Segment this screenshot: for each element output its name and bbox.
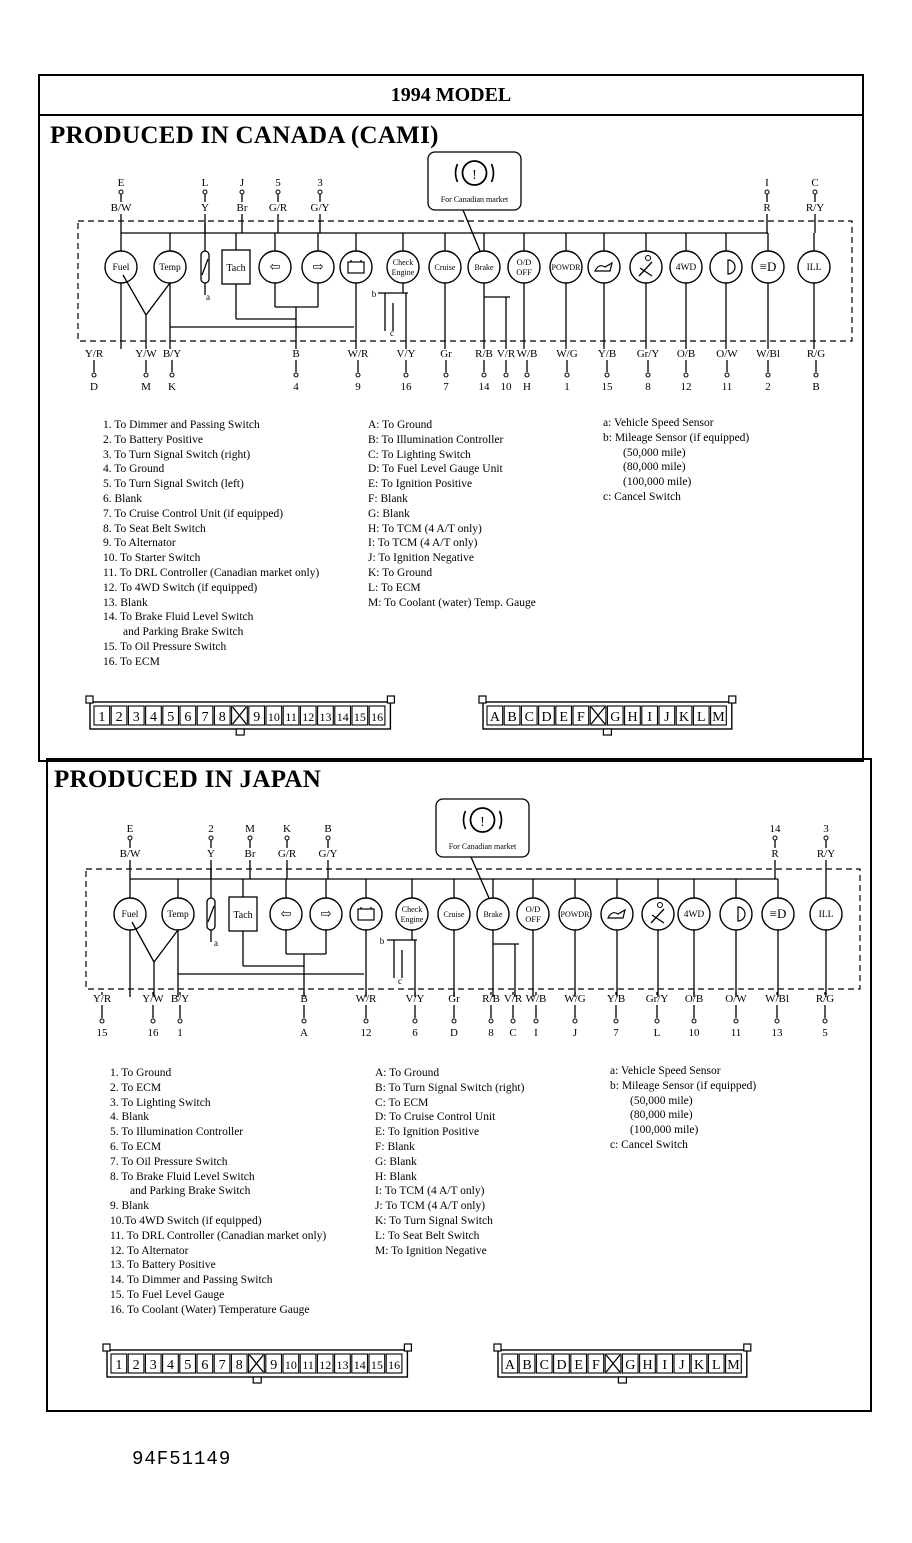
connector-pin: K	[679, 710, 690, 725]
bottom-pin-label: 12	[680, 381, 692, 393]
connector-pin: K	[694, 1358, 705, 1373]
legend-line: and Parking Brake Switch	[130, 1185, 251, 1198]
bottom-pin-label: 10	[688, 1027, 700, 1039]
bottom-pin-label: D	[450, 1027, 458, 1039]
legend-line: 8. To Brake Fluid Level Switch	[110, 1170, 255, 1183]
connector-pin: C	[524, 710, 534, 725]
connector-pin: 13	[319, 710, 332, 724]
legend-line: 5. To Illumination Controller	[110, 1126, 244, 1139]
bottom-wire-color: W/G	[556, 348, 578, 360]
connector-pin: 9	[270, 1358, 278, 1373]
bottom-pin-label: J	[572, 1027, 578, 1039]
legend-line: 12. To Alternator	[110, 1244, 189, 1257]
lettered-connector-latch-left	[494, 1344, 501, 1351]
switch-label-c: c	[390, 328, 394, 338]
bottom-wire-color: R/B	[482, 993, 500, 1005]
legend-line: H: Blank	[375, 1170, 417, 1183]
top-pin-label: E	[117, 177, 125, 189]
legend-line: 5. To Turn Signal Switch (left)	[103, 478, 244, 491]
bottom-pin-label: 7	[613, 1027, 619, 1039]
bottom-pin-label: 8	[488, 1027, 494, 1039]
legend-line: 6. Blank	[103, 492, 142, 505]
bottom-wire-color: O/B	[684, 993, 704, 1005]
gauge-label: O/D	[516, 257, 532, 267]
legend-line: 9. Blank	[110, 1200, 149, 1213]
legend-line: 12. To 4WD Switch (if equipped)	[103, 581, 258, 594]
top-wire-color: R/Y	[816, 848, 836, 860]
bottom-wire-color: Gr	[448, 993, 460, 1005]
legend-line: 7. To Oil Pressure Switch	[110, 1155, 228, 1168]
legend-line: 15. To Fuel Level Gauge	[110, 1288, 225, 1301]
connector-pin: 12	[302, 710, 315, 724]
bottom-pin-label: I	[534, 1027, 538, 1039]
bottom-pin-label: 15	[601, 381, 613, 393]
top-pin-label: 14	[769, 823, 781, 835]
bottom-wire-color: V/R	[496, 348, 516, 360]
legend-line: 11. To DRL Controller (Canadian market only)	[110, 1229, 327, 1242]
bottom-pin-label: 1	[177, 1027, 183, 1039]
legend-line: b: Mileage Sensor (if equipped)	[610, 1079, 757, 1092]
connector-pin: 11	[302, 1358, 314, 1372]
bottom-pin-label: 15	[96, 1027, 108, 1039]
connector-pin: 7	[201, 710, 209, 725]
legend-line: 7. To Cruise Control Unit (if equipped)	[103, 507, 284, 520]
section-title-japan: PRODUCED IN JAPAN	[54, 766, 322, 793]
bottom-wire-color: W/R	[347, 348, 369, 360]
connector-pin: B	[507, 710, 517, 725]
sensor-label-b: b	[379, 936, 385, 946]
connector-pin: E	[559, 710, 568, 725]
top-pin-label: 3	[317, 177, 323, 189]
bottom-pin-label: 11	[721, 381, 733, 393]
gauge-label: ⇨	[320, 906, 332, 921]
legend-line: K: To Turn Signal Switch	[375, 1214, 493, 1227]
legend-line: b: Mileage Sensor (if equipped)	[603, 431, 750, 444]
gauge-label: 4WD	[683, 910, 705, 920]
connector-pin: 1	[98, 710, 106, 725]
legend-line: (80,000 mile)	[623, 461, 686, 474]
connector-pin: 15	[353, 710, 366, 724]
legend-line: 1. To Ground	[110, 1067, 172, 1079]
gauge-label: Cruise	[443, 910, 465, 919]
connector-pin: B	[522, 1358, 532, 1373]
bottom-wire-color: V/R	[503, 993, 523, 1005]
bottom-pin-label: 1	[564, 381, 570, 393]
bottom-pin-label: 2	[765, 381, 771, 393]
gauge-label: Temp	[159, 263, 181, 273]
legend-line: 10.To 4WD Switch (if equipped)	[110, 1214, 262, 1227]
bottom-wire-color: Y/W	[142, 993, 164, 1005]
connector-pin: F	[592, 1358, 600, 1373]
bottom-pin-label: 8	[645, 381, 651, 393]
bottom-wire-color: Y/B	[597, 348, 617, 360]
legend-line: J: To TCM (4 A/T only)	[375, 1200, 486, 1213]
bottom-wire-color: W/Bl	[765, 993, 789, 1005]
legend-line: 16. To ECM	[103, 655, 160, 668]
legend-line: G: Blank	[368, 507, 410, 520]
bottom-pin-label: 7	[443, 381, 449, 393]
sensor-label-b: b	[371, 289, 377, 299]
bottom-wire-color: V/Y	[396, 348, 416, 360]
top-wire-color: R	[771, 848, 779, 860]
connector-pin: G	[610, 710, 621, 725]
legend-line: and Parking Brake Switch	[123, 626, 244, 639]
gauge-label: Check	[392, 258, 414, 267]
sensor-label-a: a	[214, 938, 218, 948]
connector-pin: G	[625, 1358, 636, 1373]
bottom-wire-color: B/Y	[170, 993, 190, 1005]
legend-line: 13. Blank	[103, 596, 148, 609]
legend-line: (80,000 mile)	[630, 1109, 693, 1122]
gauge-label: POWDR	[560, 910, 590, 919]
brake-warning-mark: !	[472, 168, 477, 183]
legend-line: A: To Ground	[368, 419, 433, 431]
legend-line: B: To Illumination Controller	[368, 433, 504, 446]
legend-line: G: Blank	[375, 1155, 417, 1168]
connector-pin: 9	[253, 710, 261, 725]
top-pin-label: 3	[823, 823, 829, 835]
legend-line: 9. To Alternator	[103, 537, 176, 550]
legend-line: F: Blank	[375, 1140, 415, 1153]
section-title-canada: PRODUCED IN CANADA (CAMI)	[50, 122, 439, 149]
legend-line: 3. To Lighting Switch	[110, 1096, 211, 1109]
legend-line: 16. To Coolant (Water) Temperature Gauge	[110, 1303, 310, 1316]
legend-line: 2. To ECM	[110, 1081, 162, 1094]
gauge-label: Tach	[226, 263, 246, 274]
bottom-pin-label: 16	[147, 1027, 159, 1039]
bottom-pin-label: A	[300, 1027, 308, 1039]
bottom-wire-color: Y/R	[92, 993, 112, 1005]
bottom-wire-color: Y/B	[606, 993, 626, 1005]
connector-pin: L	[712, 1358, 721, 1373]
top-wire-color: R	[763, 202, 771, 214]
bottom-pin-label: 12	[360, 1027, 372, 1039]
bottom-pin-label: D	[90, 381, 98, 393]
connector-pin: 14	[353, 1358, 366, 1372]
bottom-pin-label: K	[168, 381, 176, 393]
legend-line: (50,000 mile)	[623, 446, 686, 459]
gauge-label: O/D	[525, 904, 541, 914]
bottom-wire-color: V/Y	[405, 993, 425, 1005]
connector-pin: H	[627, 710, 638, 725]
legend-line: (100,000 mile)	[630, 1124, 699, 1137]
callout-text: For Canadian market	[440, 195, 509, 204]
top-pin-label: I	[765, 177, 769, 189]
top-wire-color: G/R	[268, 202, 288, 214]
legend-line: J: To Ignition Negative	[368, 552, 474, 565]
bottom-wire-color: O/W	[716, 348, 738, 360]
gauge-label: ⇦	[280, 906, 292, 921]
gauge-label-line2: Engine	[391, 268, 415, 277]
gauge-label: Check	[401, 905, 423, 914]
connector-pin: 7	[218, 1358, 226, 1373]
top-wire-color: Y	[201, 202, 209, 214]
legend-line: L: To ECM	[368, 581, 421, 594]
top-wire-color: B/W	[110, 202, 132, 214]
gauge-label-line2: OFF	[516, 267, 532, 277]
connector-pin: J	[679, 1358, 685, 1373]
gauge-label: POWDR	[551, 263, 581, 272]
gauge-label: ILL	[806, 263, 822, 273]
model-title: 1994 MODEL	[38, 74, 864, 116]
bottom-pin-label: 13	[771, 1027, 783, 1039]
gauge-label: Cruise	[434, 263, 456, 272]
bottom-pin-label: H	[523, 381, 531, 393]
top-wire-color: R/Y	[805, 202, 825, 214]
brake-warning-mark: !	[480, 815, 485, 830]
legend-line: a: Vehicle Speed Sensor	[603, 417, 714, 429]
gauge-label: ≡D	[759, 259, 777, 274]
bottom-pin-label: C	[509, 1027, 517, 1039]
connector-pin: M	[727, 1358, 740, 1373]
bottom-pin-label: 16	[400, 381, 412, 393]
legend-line: M: To Ignition Negative	[375, 1244, 487, 1257]
connector-pin: 12	[319, 1358, 332, 1372]
connector-pin: 4	[150, 710, 157, 725]
legend-line: c: Cancel Switch	[610, 1138, 688, 1151]
bottom-wire-color: Y/R	[84, 348, 104, 360]
top-pin-label: 2	[208, 823, 214, 835]
connector-pin: D	[541, 710, 552, 725]
bottom-wire-color: Y/W	[135, 348, 157, 360]
bottom-pin-label: 14	[478, 381, 490, 393]
gauge-label: ≡D	[769, 906, 787, 921]
legend-line: I: To TCM (4 A/T only)	[375, 1185, 485, 1198]
bottom-wire-color: O/B	[676, 348, 696, 360]
sensor-label-a: a	[206, 292, 210, 302]
legend-line: F: Blank	[368, 492, 408, 505]
top-wire-color: B/W	[119, 848, 141, 860]
legend-line: E: To Ignition Positive	[368, 478, 473, 491]
legend-line: 2. To Battery Positive	[103, 433, 203, 446]
legend-line: D: To Fuel Level Gauge Unit	[368, 463, 503, 476]
bottom-wire-color: W/B	[525, 993, 547, 1005]
legend-line: 14. To Dimmer and Passing Switch	[110, 1274, 273, 1287]
connector-pin: 10	[267, 710, 280, 724]
legend-line: E: To Ignition Positive	[375, 1126, 480, 1139]
bottom-wire-color: O/W	[725, 993, 747, 1005]
legend-line: I: To TCM (4 A/T only)	[368, 537, 478, 550]
top-pin-label: J	[239, 177, 245, 189]
top-wire-color: G/R	[277, 848, 297, 860]
legend-line: A: To Ground	[375, 1067, 440, 1079]
top-pin-label: L	[201, 177, 209, 189]
legend-line: B: To Turn Signal Switch (right)	[375, 1081, 525, 1094]
connector-pin: 6	[184, 710, 192, 725]
legend-line: 4. Blank	[110, 1111, 149, 1124]
connector-pin: 14	[336, 710, 349, 724]
top-pin-label: K	[283, 823, 291, 835]
numbered-connector-latch-left	[103, 1344, 110, 1351]
legend-line: 15. To Oil Pressure Switch	[103, 640, 227, 653]
gauge-label: Brake	[474, 263, 494, 272]
bottom-wire-color: Gr/Y	[636, 348, 660, 360]
legend-line: a: Vehicle Speed Sensor	[610, 1065, 721, 1077]
connector-pin: 16	[371, 710, 384, 724]
lettered-connector-key	[618, 1377, 626, 1383]
connector-pin: 3	[149, 1358, 157, 1373]
bottom-wire-color: R/G	[815, 993, 835, 1005]
gauge-label: Fuel	[121, 910, 139, 920]
gauge-label: Tach	[233, 910, 253, 921]
legend-line: 10. To Starter Switch	[103, 552, 201, 565]
legend-line: 3. To Turn Signal Switch (right)	[103, 448, 251, 461]
connector-pin: 5	[184, 1358, 192, 1373]
connector-pin: 10	[284, 1358, 297, 1372]
gauge-label: ⇦	[269, 259, 281, 274]
legend-line: K: To Ground	[368, 566, 433, 579]
bottom-pin-label: 9	[355, 381, 361, 393]
top-pin-label: M	[245, 823, 255, 835]
bottom-pin-label: 5	[822, 1027, 828, 1039]
legend-line: H: To TCM (4 A/T only)	[368, 522, 482, 535]
gauge-label: ILL	[818, 910, 834, 920]
top-wire-color: Y	[207, 848, 215, 860]
gauge-label: Brake	[483, 910, 503, 919]
bottom-wire-color: R/B	[475, 348, 493, 360]
bottom-wire-color: W/B	[516, 348, 538, 360]
connector-pin: M	[712, 710, 725, 725]
connector-pin: 8	[235, 1358, 243, 1373]
gauge-label-line2: OFF	[525, 914, 541, 924]
connector-pin: 13	[336, 1358, 349, 1372]
legend-line: M: To Coolant (water) Temp. Gauge	[368, 596, 536, 609]
connector-pin: 4	[167, 1358, 174, 1373]
legend-line: 11. To DRL Controller (Canadian market only)	[103, 566, 320, 579]
bottom-pin-label: 10	[500, 381, 512, 393]
bottom-wire-color: R/G	[806, 348, 826, 360]
connector-pin: 11	[285, 710, 297, 724]
connector-pin: 6	[201, 1358, 209, 1373]
legend-line: 6. To ECM	[110, 1140, 162, 1153]
legend-line: 4. To Ground	[103, 463, 165, 476]
top-wire-color: G/Y	[310, 202, 330, 214]
legend-line: D: To Cruise Control Unit	[375, 1111, 496, 1124]
bottom-pin-label: 6	[412, 1027, 418, 1039]
bottom-pin-label: 4	[293, 381, 299, 393]
legend-line: (100,000 mile)	[623, 476, 692, 489]
connector-pin: 1	[115, 1358, 123, 1373]
bottom-wire-color: B	[292, 348, 300, 360]
connector-pin: F	[577, 710, 585, 725]
bottom-pin-label: 11	[730, 1027, 742, 1039]
top-wire-color: Br	[236, 202, 248, 214]
connector-pin: 8	[218, 710, 226, 725]
connector-pin: 15	[370, 1358, 383, 1372]
lettered-connector-latch-right	[744, 1344, 751, 1351]
gauge-label: ⇨	[312, 259, 324, 274]
connector-pin: I	[662, 1358, 668, 1373]
connector-pin: H	[642, 1358, 653, 1373]
top-pin-label: 5	[275, 177, 281, 189]
connector-pin: J	[664, 710, 670, 725]
top-wire-color: Br	[244, 848, 256, 860]
connector-pin: A	[504, 1358, 515, 1373]
connector-pin: L	[697, 710, 706, 725]
connector-pin: 2	[115, 710, 123, 725]
connector-pin: C	[539, 1358, 549, 1373]
top-pin-label: B	[324, 823, 332, 835]
gauge-label: Temp	[167, 910, 189, 920]
legend-line: L: To Seat Belt Switch	[375, 1229, 480, 1242]
connector-pin: 16	[388, 1358, 401, 1372]
gauge-label: Fuel	[112, 263, 130, 273]
bottom-pin-label: L	[653, 1027, 661, 1039]
gauge-label: 4WD	[675, 263, 697, 273]
bottom-wire-color: W/Bl	[756, 348, 780, 360]
legend-line: 1. To Dimmer and Passing Switch	[103, 419, 260, 431]
callout-text: For Canadian market	[448, 842, 517, 851]
bottom-wire-color: W/G	[564, 993, 586, 1005]
bottom-wire-color: Gr/Y	[645, 993, 669, 1005]
legend-line: 8. To Seat Belt Switch	[103, 522, 206, 535]
connector-pin: A	[489, 710, 500, 725]
connector-pin: 5	[167, 710, 175, 725]
legend-line: 13. To Battery Positive	[110, 1259, 216, 1272]
legend-line: c: Cancel Switch	[603, 490, 681, 503]
gauge-label-line2: Engine	[400, 915, 424, 924]
numbered-connector-latch-right	[404, 1344, 411, 1351]
bottom-wire-color: Gr	[440, 348, 452, 360]
connector-pin: E	[574, 1358, 583, 1373]
bottom-wire-color: B/Y	[162, 348, 182, 360]
switch-label-c: c	[398, 976, 402, 986]
bottom-wire-color: W/R	[355, 993, 377, 1005]
connector-pin: 3	[132, 710, 140, 725]
top-pin-label: C	[811, 177, 819, 189]
top-pin-label: E	[126, 823, 134, 835]
top-wire-color: G/Y	[318, 848, 338, 860]
bottom-wire-color: B	[300, 993, 308, 1005]
bottom-pin-label: B	[812, 381, 820, 393]
connector-pin: 2	[132, 1358, 140, 1373]
bottom-pin-label: M	[141, 381, 151, 393]
numbered-connector-key	[253, 1377, 261, 1383]
legend-line: C: To ECM	[375, 1096, 429, 1109]
legend-line: (50,000 mile)	[630, 1094, 693, 1107]
connector-pin: I	[647, 710, 653, 725]
legend-line: C: To Lighting Switch	[368, 448, 471, 461]
legend-line: 14. To Brake Fluid Level Switch	[103, 611, 254, 624]
connector-pin: D	[556, 1358, 567, 1373]
diagram-code: 94F51149	[132, 1448, 232, 1470]
